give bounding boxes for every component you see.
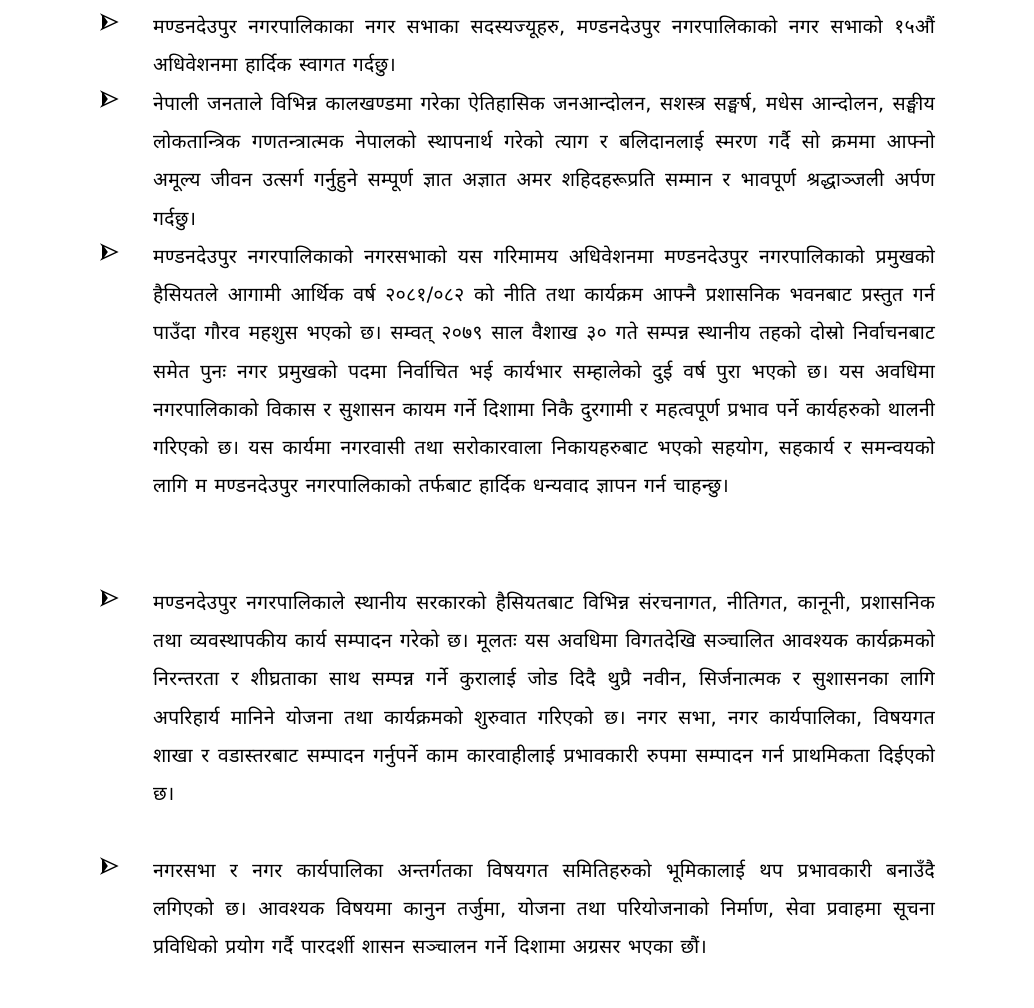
arrowhead-bullet-icon: [100, 856, 124, 880]
list-item-text: मण्डनदेउपुर नगरपालिकाका नगर सभाका सदस्यज्यूहरु, मण्डनदेउपुर नगरपालिकाको नगर सभाको १५औं अधिवेशनमा हार्दिक स्वागत गर्दछु।: [153, 15, 935, 77]
list-item-text: नेपाली जनताले विभिन्न कालखण्डमा गरेका ऐतिहासिक जनआन्दोलन, सशस्त्र सङ्घर्ष, मधेस आन्दोलन, सङ्घीय लोकतान्त्रिक गणतन्त्रात्मक नेपालको स्थापनार्थ गरेको त्याग र बलिदानलाई स्मरण गर्दै सो क्रममा आफ्नो अमूल्य जीवन उत्सर्ग गर्नुहुने सम्पूर्ण ज्ञात अज्ञात अमर शहिदहरूप्रति सम्मान र भावपूर्ण श्रद्धाञ्जली अर्पण गर्दछु।: [153, 92, 935, 230]
list-item-text: मण्डनदेउपुर नगरपालिकाको नगरसभाको यस गरिमामय अधिवेशनमा मण्डनदेउपुर नगरपालिकाको प्रमुखको हैसियतले आगामी आर्थिक वर्ष २०८१/०८२ को नीति तथा कार्यक्रम आफ्नै प्रशासनिक भवनबाट प्रस्तुत गर्न पाउँदा गौरव महशुस भएको छ। सम्वत् २०७९ साल वैशाख ३० गते सम्पन्न स्थानीय तहको दोस्रो निर्वाचनबाट समेत पुनः नगर प्रमुखको पदमा निर्वाचित भई कार्यभार सम्हालेको दुई वर्ष पुरा भएको छ। यस अवधिमा नगरपालिकाको विकास र सुशासन कायम गर्ने दिशामा निकै दुरगामी र महत्वपूर्ण प्रभाव पर्ने कार्यहरुको थालनी गरिएको छ। यस कार्यमा नगरवासी तथा सरोकारवाला निकायहरुबाट भएको सहयोग, सहकार्य र समन्वयको लागि म मण्डनदेउपुर नगरपालिकाको तर्फबाट हार्दिक धन्यवाद ज्ञापन गर्न चाहन्छु।: [153, 245, 935, 498]
arrowhead-bullet-icon: [100, 89, 124, 113]
arrowhead-bullet-icon: [100, 588, 124, 612]
list-item-text: नगरसभा र नगर कार्यपालिका अन्तर्गतका विषयगत समितिहरुको भूमिकालाई थप प्रभावकारी बनाउँदै लगिएको छ। आवश्यक विषयमा कानुन तर्जुमा, योजना तथा परियोजनाको निर्माण, सेवा प्रवाहमा सूचना प्रविधिको प्रयोग गर्दै पारदर्शी शासन सञ्चालन गर्ने दिशामा अग्रसर भएका छौं।: [153, 859, 935, 959]
arrowhead-bullet-icon: [100, 12, 124, 36]
list-item-text: मण्डनदेउपुर नगरपालिकाले स्थानीय सरकारको हैसियतबाट विभिन्न संरचनागत, नीतिगत, कानूनी, प्रशासनिक तथा व्यवस्थापकीय कार्य सम्पादन गरेको छ। मूलतः यस अवधिमा विगतदेखि सञ्चालित आवश्यक कार्यक्रमको निरन्तरता र शीघ्रताका साथ सम्पन्न गर्ने कुरालाई जोड दिदै थुप्रै नवीन, सिर्जनात्मक र सुशासनका लागि अपरिहार्य मानिने योजना तथा कार्यक्रमको शुरुवात गरिएको छ। नगर सभा, नगर कार्यपालिका, विषयगत शाखा र वडास्तरबाट सम्पादन गर्नुपर्ने काम कारवाहीलाई प्रभावकारी रुपमा सम्पादन गर्न प्राथमिकता दिईएको छ।: [153, 591, 935, 806]
arrowhead-bullet-icon: [100, 242, 124, 266]
